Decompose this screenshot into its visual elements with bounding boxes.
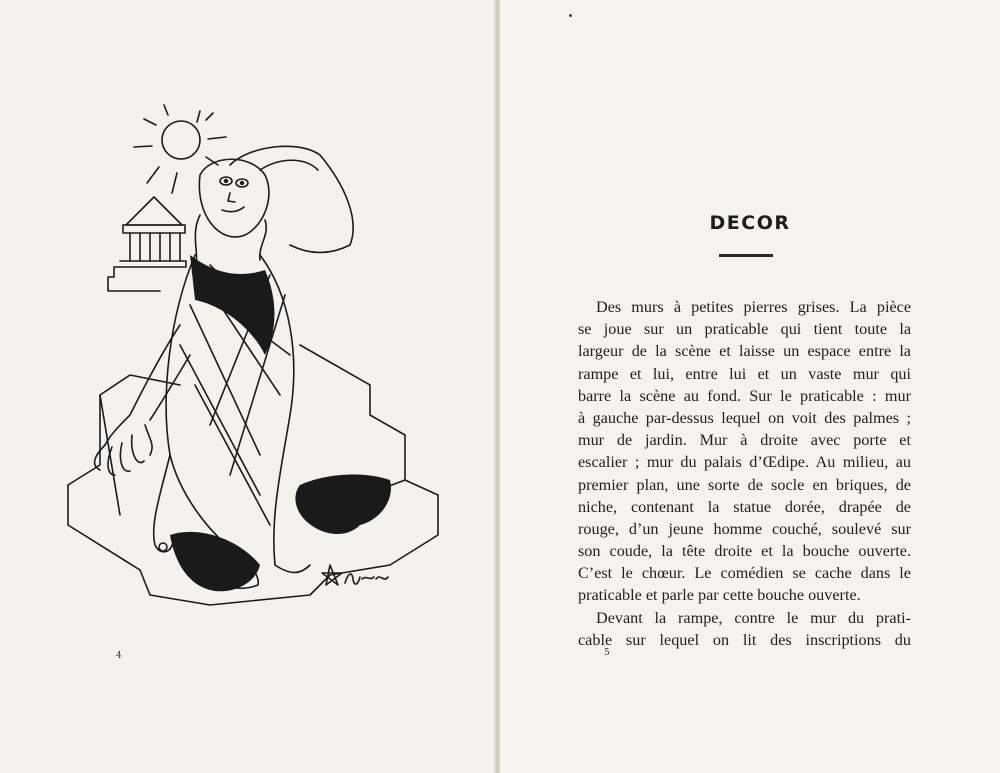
page-number: 4 <box>116 651 122 661</box>
left-page <box>0 0 497 773</box>
text-line: largeur de la scène et laisse un espace entre la <box>578 342 911 361</box>
text-line: à gauche par-dessus lequel on voit des palmes ; <box>578 408 911 427</box>
page-number: 5 <box>604 648 610 658</box>
text-line: rampe et lui, entre lui et un vaste mur qui <box>578 364 911 383</box>
text-line: son coude, la tête droite et la bouche ouverte. <box>578 542 911 561</box>
text-line: rouge, d’un jeune homme couché, soulevé sur <box>578 519 911 538</box>
page-title: DECOR <box>709 212 791 234</box>
body-text <box>578 296 911 651</box>
text-line: Des murs à petites pierres grises. La pièce <box>596 298 911 316</box>
right-page <box>500 0 1000 773</box>
sun-drawing <box>134 105 226 193</box>
temple-drawing <box>108 197 186 291</box>
illustration <box>60 95 460 625</box>
text-line: cable sur lequel on lit des inscriptions du <box>578 630 911 649</box>
title-rule <box>719 254 773 257</box>
text-line: se joue sur un praticable qui tient toute la <box>578 320 911 339</box>
text-line: praticable et parle par cette bouche ouverte. <box>578 586 861 605</box>
text-line: niche, contenant la statue dorée, drapée de <box>578 497 911 516</box>
text-line: mur de jardin. Mur à droite avec porte et <box>578 431 911 450</box>
text-line: C’est le chœur. Le comédien se cache dans le <box>578 564 911 583</box>
ink-speck <box>569 14 572 17</box>
text-line: Devant la rampe, contre le mur du prati- <box>596 608 911 627</box>
text-line: premier plan, une sorte de socle en briques, de <box>578 475 911 494</box>
text-line: escalier ; mur du palais d’Œdipe. Au milieu, au <box>578 453 911 472</box>
ink-shadows <box>170 255 391 591</box>
text-line: barre la scène au fond. Sur le praticable : mur <box>578 386 911 405</box>
